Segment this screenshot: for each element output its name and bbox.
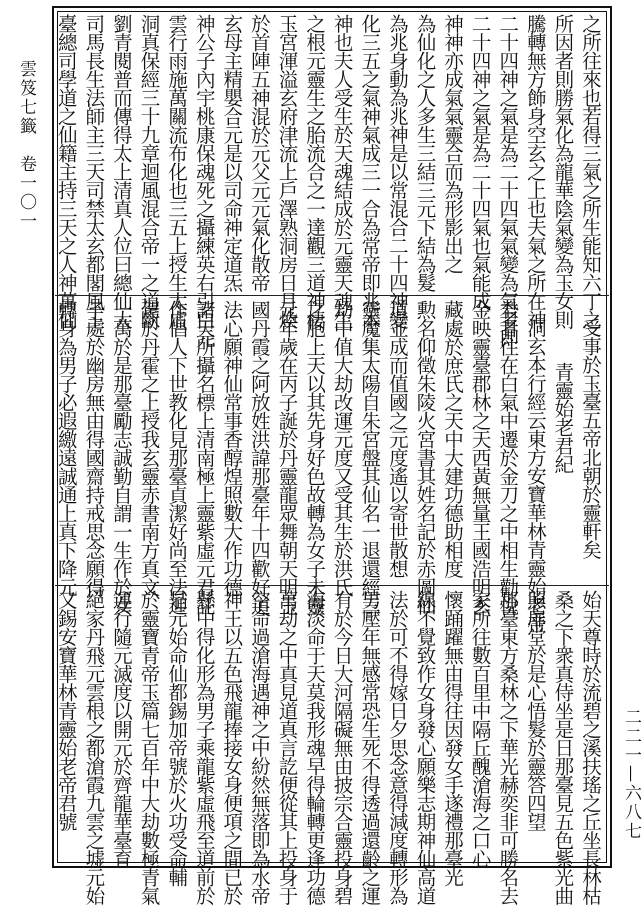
text-column: 一萬於是那臺勵志誠勤自謂一生作於女	[109, 300, 133, 615]
text-column: 照扉堂於是心悟髮於靈答四望	[523, 590, 547, 831]
text-column: 那臺東方桑林之下華光赫奕非可勝名去	[496, 590, 520, 905]
text-column: 作倡人下世教化見那臺貞潔好尚至法迎	[165, 300, 189, 615]
text-column: 轉身為男子必遐繳遠誠通上真下降元	[54, 300, 78, 596]
page-number: 二二一—六八七	[621, 708, 641, 841]
text-column: 於首陣五神混於元父元元氣化散帝	[247, 14, 271, 292]
running-title: 雲笈七籤 卷一〇一	[16, 60, 36, 231]
text-column: 劫中值大劫改運元度又受其生於洪氏	[330, 300, 354, 596]
text-column: 又錫安寶華林青靈始老帝君號	[54, 590, 78, 831]
text-column: 勲名仰徵朱陵火宮書其姓名記於赤圖仙	[413, 300, 437, 615]
text-column: 為兆身動為兆神是以常混合二十四神變	[385, 14, 409, 329]
text-column: 之胞上天以其先身好色故轉為女子未靈	[303, 300, 327, 615]
text-columns	[52, 14, 604, 347]
text-column: 神也夫人受生於天魂結成於元靈天魂生	[330, 14, 354, 329]
text-column: 懷踊躍無由得往因發女手遂禮那臺光	[441, 590, 465, 886]
text-column: 始天尊時於流碧之溪扶瑤之丘坐長林枯	[579, 590, 602, 905]
section-heading: 青靈始老君紀	[551, 362, 575, 473]
text-column: 神公子內宇桃康保魂死之攝練英右引白元	[192, 14, 216, 347]
text-column: 空命過滄海遇神之中紛然無落即為水帝	[247, 590, 271, 905]
text-column: 騰轉無方飾身空玄之上也夫氣之所在神	[523, 14, 547, 329]
text-column: 為仙化之人多生三結三元下結為髮	[413, 14, 437, 292]
text-columns	[52, 590, 604, 905]
text-column: 洞玄本行經云東方安寶華林青靈始老帝	[523, 318, 547, 633]
text-column: 元年歲在丙子誕於丹靈龍眾舞朝天明玉	[275, 300, 299, 615]
text-column: 之根元靈生之胎流合之一達觀三道神棲	[303, 14, 327, 329]
text-column: 絕家丹飛元雲根之都滄霞九雲之墟元始	[82, 590, 106, 905]
text-column: 是元始命仙都錫加帝號於火功受命輔	[165, 590, 189, 886]
text-register-top	[54, 14, 604, 347]
text-column: 男壓年無感常恐生死不得透過還齡之運	[358, 590, 382, 905]
text-column: 懸中得化形為男子乘龍紫虛飛至道前於	[192, 590, 216, 905]
text-column: 藏處於庶氏之天中大建功德助相度	[441, 300, 465, 578]
text-column: 神王以五色飛龍捧接女身便項之間已於	[220, 590, 244, 905]
text-column: 家所往數百里中隔丘醜滄海之口心	[468, 590, 492, 868]
text-column: 金映靈臺郡林之天西黃無量王國浩明玄	[468, 300, 492, 615]
text-column: 於靈寶青帝玉篇七百年中大劫數極青氣	[137, 590, 161, 905]
text-column: 子處於幽房無由得國齋持戒思念願得	[82, 300, 106, 596]
text-column: 君者往在白氣中遷於金刀之中相生勸悅	[496, 300, 520, 615]
text-column: 靈魔集太陽自朱宮盤其仙名一退還經三	[358, 300, 382, 615]
text-column: 雲行雨施萬關流布化也三五上授生太虛	[165, 14, 189, 329]
text-column: 司馬長生法師主三天司禁太玄都閣風王	[82, 14, 106, 329]
text-columns	[52, 300, 604, 633]
text-register-bottom	[54, 590, 604, 905]
text-column: 法於可不得嫁日夕思念意得減度轉形為	[385, 590, 409, 905]
text-column: 有於今日大河隔礙無由披宗合靈投身碧	[330, 590, 354, 905]
text-column: 海淡命于天莫我形魂早得輪轉更逢功德	[303, 590, 327, 905]
text-column: 諸天所攝名標上清南極上靈紫虛元君託	[192, 300, 216, 615]
text-column: 道並成而值國之元度遙以寄世散想	[385, 300, 409, 578]
text-column: 線不覺致作女身發心願樂志期神仙高道	[413, 590, 437, 905]
text-column: 劉青閱普而傳得太上清真人位曰總仙大	[109, 14, 133, 329]
text-register-middle	[54, 300, 604, 633]
text-column: 桑之下衆真侍坐是日那臺見五色紫光曲	[551, 590, 575, 905]
text-column: 神神亦成氣氣靈合而為形影出之	[441, 14, 465, 273]
text-column: 受事於玉臺五帝北朝於靈軒矣	[579, 318, 602, 559]
text-column: 玄母主精嬰合元是以司命神定道炁	[220, 14, 244, 292]
text-column: 運行隨元滅度以開元於齊龍華臺育	[109, 590, 133, 868]
text-column: 之所往來也若得三氣之所生能知六丁之	[579, 14, 602, 329]
text-column: 臺總司學道之仙籍主持三天之人神萬仙	[54, 14, 78, 329]
text-column: 玉宮渾溢玄府津流上戶澤熟洞房日月煥	[275, 14, 299, 329]
text-column: 洞真保經三十九章迴風混合帝一之道斷	[137, 14, 161, 329]
text-column: 二十四神之氣是為二十四氣也氣能成	[468, 14, 492, 310]
text-column: 萬劫之中真見道真言訖便從其上投身于	[275, 590, 299, 905]
text-column: 法心願神仙常事香醇煌照數大作功德	[220, 300, 244, 596]
text-column: 駕於丹霍之上授我玄靈赤書南方真文	[137, 300, 161, 596]
text-column: 化三五之氣神氣成三一合為常帝即兆本	[358, 14, 382, 329]
text-column: 二十四神之氣是為二十四氣氣變為氣者即	[496, 14, 520, 347]
text-column: 所因者則勝氣化為龍華陰氣變為玉女則	[551, 14, 575, 329]
text-column: 國丹霞之阿放姓洪諱那臺年十四歡好道	[247, 300, 271, 615]
